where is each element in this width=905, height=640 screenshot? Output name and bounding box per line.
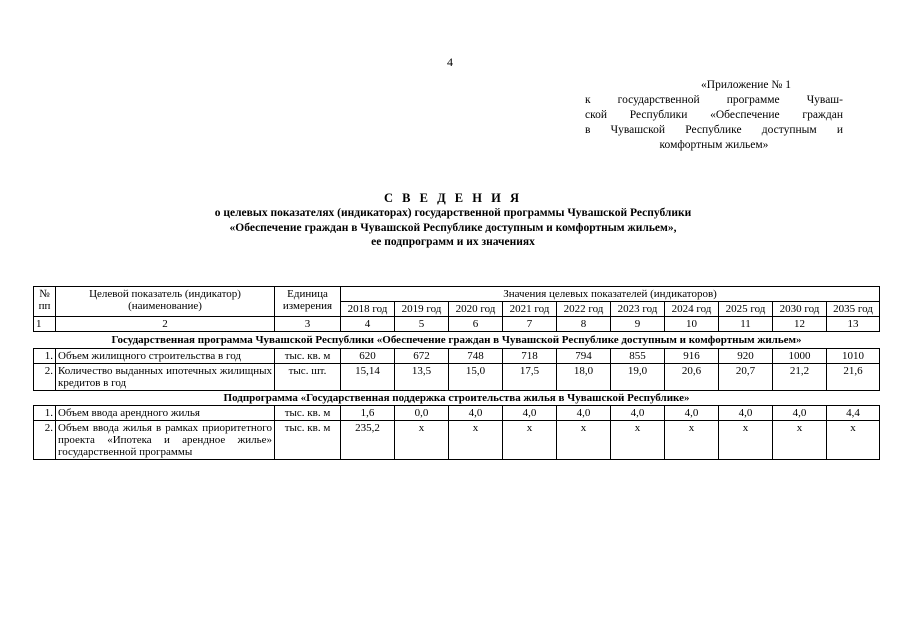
row-value: 855 xyxy=(611,349,665,364)
row-value: 4,0 xyxy=(503,406,557,421)
column-number: 10 xyxy=(665,317,719,332)
row-indicator: Объем жилищного строительства в год xyxy=(56,349,275,364)
column-number: 3 xyxy=(275,317,341,332)
row-value: 4,4 xyxy=(827,406,880,421)
section2-title: Подпрограмма «Государственная поддержка строительства жилья в Чувашской Республике» xyxy=(34,391,880,406)
appendix-line-2: к государственной программе Чуваш- xyxy=(585,94,843,106)
header-unit: Единица измерения xyxy=(275,287,341,317)
year-header: 2021 год xyxy=(503,302,557,317)
row-value: 4,0 xyxy=(611,406,665,421)
table-row xyxy=(34,349,880,364)
year-header: 2020 год xyxy=(449,302,503,317)
row-unit: тыс. кв. м xyxy=(275,406,341,421)
year-header: 2023 год xyxy=(611,302,665,317)
row-indicator: Количество выданных ипотечных жилищных кредитов в год xyxy=(56,364,275,391)
year-header: 2035 год xyxy=(827,302,880,317)
row-value: 17,5 xyxy=(503,364,557,391)
year-header: 2022 год xyxy=(557,302,611,317)
column-number: 11 xyxy=(719,317,773,332)
column-number: 4 xyxy=(341,317,395,332)
row-value: х xyxy=(503,421,557,460)
row-value: 1000 xyxy=(773,349,827,364)
document-heading xyxy=(100,190,806,250)
row-value: 1,6 xyxy=(341,406,395,421)
row-value: 15,14 xyxy=(341,364,395,391)
column-number: 5 xyxy=(395,317,449,332)
column-number: 7 xyxy=(503,317,557,332)
appendix-line-1: «Приложение № 1 xyxy=(701,79,791,91)
row-value: 19,0 xyxy=(611,364,665,391)
row-value: х xyxy=(827,421,880,460)
year-header: 2024 год xyxy=(665,302,719,317)
column-number: 12 xyxy=(773,317,827,332)
section-title-row xyxy=(34,391,880,406)
row-value: 620 xyxy=(341,349,395,364)
row-value: 4,0 xyxy=(773,406,827,421)
year-header: 2019 год xyxy=(395,302,449,317)
row-number: 2. xyxy=(34,421,56,460)
row-indicator: Объем ввода арендного жилья xyxy=(56,406,275,421)
heading-line-1: о целевых показателях (индикаторах) государственной программы Чувашской Республики xyxy=(214,207,692,219)
row-value: х xyxy=(611,421,665,460)
row-unit: тыс. кв. м xyxy=(275,421,341,460)
header-values: Значения целевых показателей (индикаторов) xyxy=(341,287,880,302)
row-value: 4,0 xyxy=(449,406,503,421)
heading-line-2: «Обеспечение граждан в Чувашской Республике доступным и комфортным жильем», xyxy=(229,221,677,234)
column-number: 1 xyxy=(34,317,56,332)
row-value: 4,0 xyxy=(665,406,719,421)
row-value: 1010 xyxy=(827,349,880,364)
row-value: 20,6 xyxy=(665,364,719,391)
section-title-row xyxy=(34,332,880,349)
row-value: 718 xyxy=(503,349,557,364)
table-row xyxy=(34,364,880,391)
header-no: № пп xyxy=(34,287,56,317)
row-value: 21,2 xyxy=(773,364,827,391)
row-unit: тыс. кв. м xyxy=(275,349,341,364)
appendix-line-4: в Чувашской Республике доступным и xyxy=(585,124,843,136)
row-value: х xyxy=(665,421,719,460)
row-value: 920 xyxy=(719,349,773,364)
row-value: 235,2 xyxy=(341,421,395,460)
column-numbers-row xyxy=(34,317,880,332)
row-value: 21,6 xyxy=(827,364,880,391)
heading-title: С В Е Д Е Н И Я xyxy=(384,191,522,205)
row-value: х xyxy=(395,421,449,460)
column-number: 6 xyxy=(449,317,503,332)
row-value: 15,0 xyxy=(449,364,503,391)
column-number: 2 xyxy=(56,317,275,332)
appendix-line-3: ской Республики «Обеспечение граждан xyxy=(585,109,843,121)
section1-title: Государственная программа Чувашской Республики «Обеспечение граждан в Чувашской Республике доступным и комфортным жильем» xyxy=(34,332,880,349)
table-row xyxy=(34,406,880,421)
row-value: 4,0 xyxy=(719,406,773,421)
appendix-line-5: комфортным жильем» xyxy=(659,139,769,151)
row-value: 748 xyxy=(449,349,503,364)
year-header: 2018 год xyxy=(341,302,395,317)
column-number: 8 xyxy=(557,317,611,332)
row-number: 1. xyxy=(34,406,56,421)
indicators-table xyxy=(33,286,880,460)
row-value: х xyxy=(449,421,503,460)
page-number: 4 xyxy=(447,55,453,69)
row-value: 0,0 xyxy=(395,406,449,421)
row-value: 916 xyxy=(665,349,719,364)
row-number: 2. xyxy=(34,364,56,391)
row-value: 672 xyxy=(395,349,449,364)
row-value: х xyxy=(719,421,773,460)
row-value: 13,5 xyxy=(395,364,449,391)
year-header: 2025 год xyxy=(719,302,773,317)
year-header: 2030 год xyxy=(773,302,827,317)
row-number: 1. xyxy=(34,349,56,364)
row-value: 18,0 xyxy=(557,364,611,391)
header-indicator: Целевой показатель (индикатор) (наименование) xyxy=(56,287,275,317)
row-value: 794 xyxy=(557,349,611,364)
row-value: 20,7 xyxy=(719,364,773,391)
row-value: х xyxy=(557,421,611,460)
table-header-row xyxy=(34,287,880,302)
row-unit: тыс. шт. xyxy=(275,364,341,391)
row-value: х xyxy=(773,421,827,460)
column-number: 13 xyxy=(827,317,880,332)
row-indicator: Объем ввода жилья в рамках приоритетного проекта «Ипотека и арендное жилье» государственной программы xyxy=(56,421,275,460)
table-row xyxy=(34,421,880,460)
row-value: 4,0 xyxy=(557,406,611,421)
appendix-note xyxy=(585,78,843,153)
heading-line-3: ее подпрограмм и их значениях xyxy=(371,236,535,248)
column-number: 9 xyxy=(611,317,665,332)
